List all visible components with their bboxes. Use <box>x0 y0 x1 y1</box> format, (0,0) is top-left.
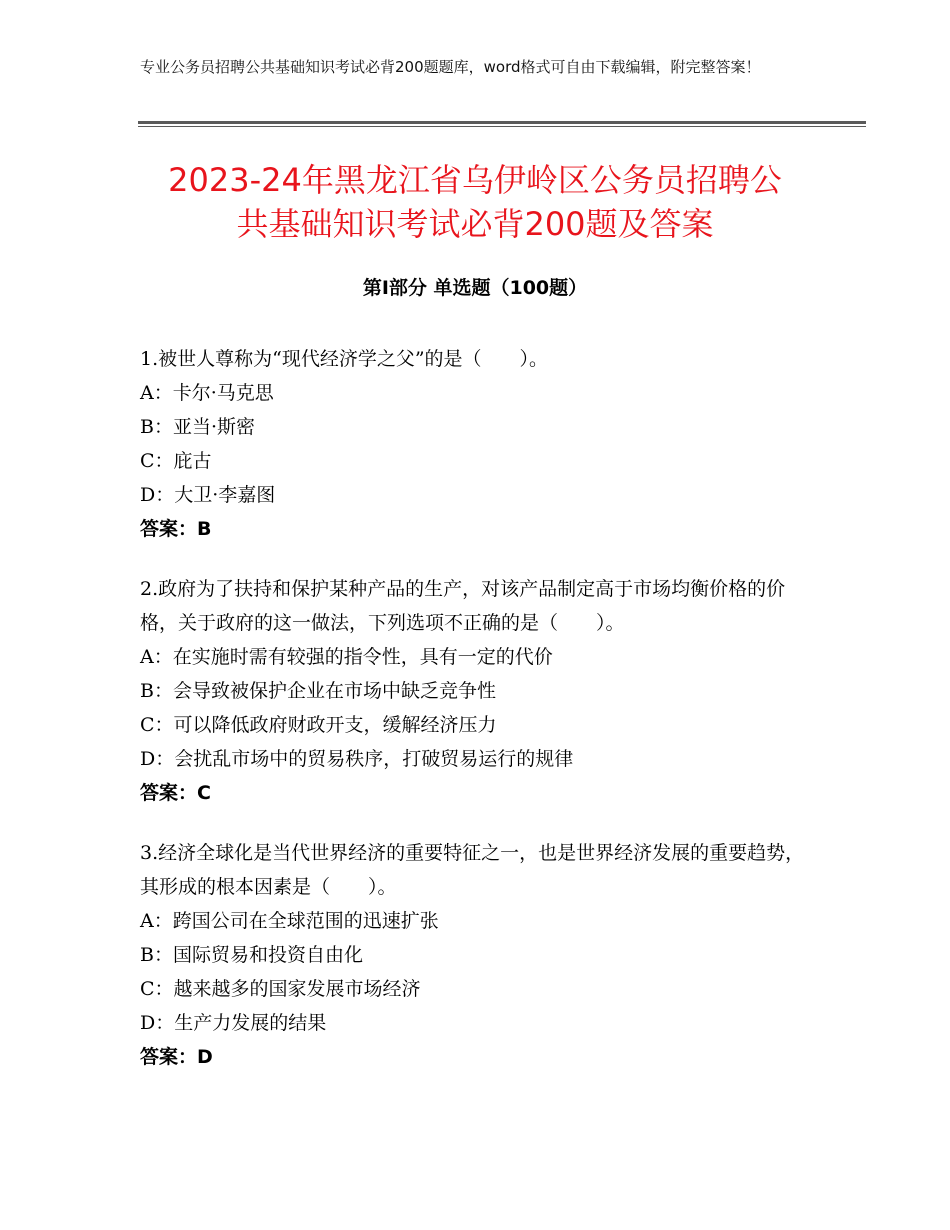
document-title-line-1: 2023-24年黑龙江省乌伊岭区公务员招聘公 <box>168 161 782 199</box>
answer: 答案：C <box>140 782 211 804</box>
question-list <box>140 342 820 1100</box>
option-b: B：亚当·斯密 <box>140 416 256 438</box>
option-a: A：跨国公司在全球范围的迅速扩张 <box>140 910 439 932</box>
document-title-line-2: 共基础知识考试必背200题及答案 <box>236 205 714 243</box>
answer: 答案：B <box>140 518 212 540</box>
header-divider-thin <box>138 126 866 127</box>
header-divider-thick <box>138 121 866 124</box>
option-a: A：卡尔·马克思 <box>140 382 274 404</box>
question-stem: 1.被世人尊称为“现代经济学之父”的是（ ）。 <box>140 348 549 370</box>
option-b: B：会导致被保护企业在市场中缺乏竞争性 <box>140 680 496 702</box>
header-note: 专业公务员招聘公共基础知识考试必背200题题库，word格式可自由下载编辑，附完整答案！ <box>140 58 761 76</box>
question-1 <box>140 342 820 546</box>
section-title: 第Ⅰ部分 单选题（100题） <box>362 277 588 299</box>
document-title <box>100 158 850 246</box>
option-c: C：越来越多的国家发展市场经济 <box>140 978 421 1000</box>
option-d: D：大卫·李嘉图 <box>140 484 276 506</box>
option-a: A：在实施时需有较强的指令性，具有一定的代价 <box>140 646 553 668</box>
option-d: D：会扰乱市场中的贸易秩序，打破贸易运行的规律 <box>140 748 574 770</box>
answer: 答案：D <box>140 1046 213 1068</box>
option-b: B：国际贸易和投资自由化 <box>140 944 363 966</box>
question-stem: 2.政府为了扶持和保护某种产品的生产，对该产品制定高于市场均衡价格的价格，关于政府的这一做法，下列选项不正确的是（ ）。 <box>140 578 786 634</box>
question-2 <box>140 572 820 810</box>
option-d: D：生产力发展的结果 <box>140 1012 327 1034</box>
option-c: C：庇古 <box>140 450 212 472</box>
question-stem: 3.经济全球化是当代世界经济的重要特征之一，也是世界经济发展的重要趋势，其形成的根本因素是（ ）。 <box>140 842 805 898</box>
question-3 <box>140 836 820 1074</box>
option-c: C：可以降低政府财政开支，缓解经济压力 <box>140 714 497 736</box>
